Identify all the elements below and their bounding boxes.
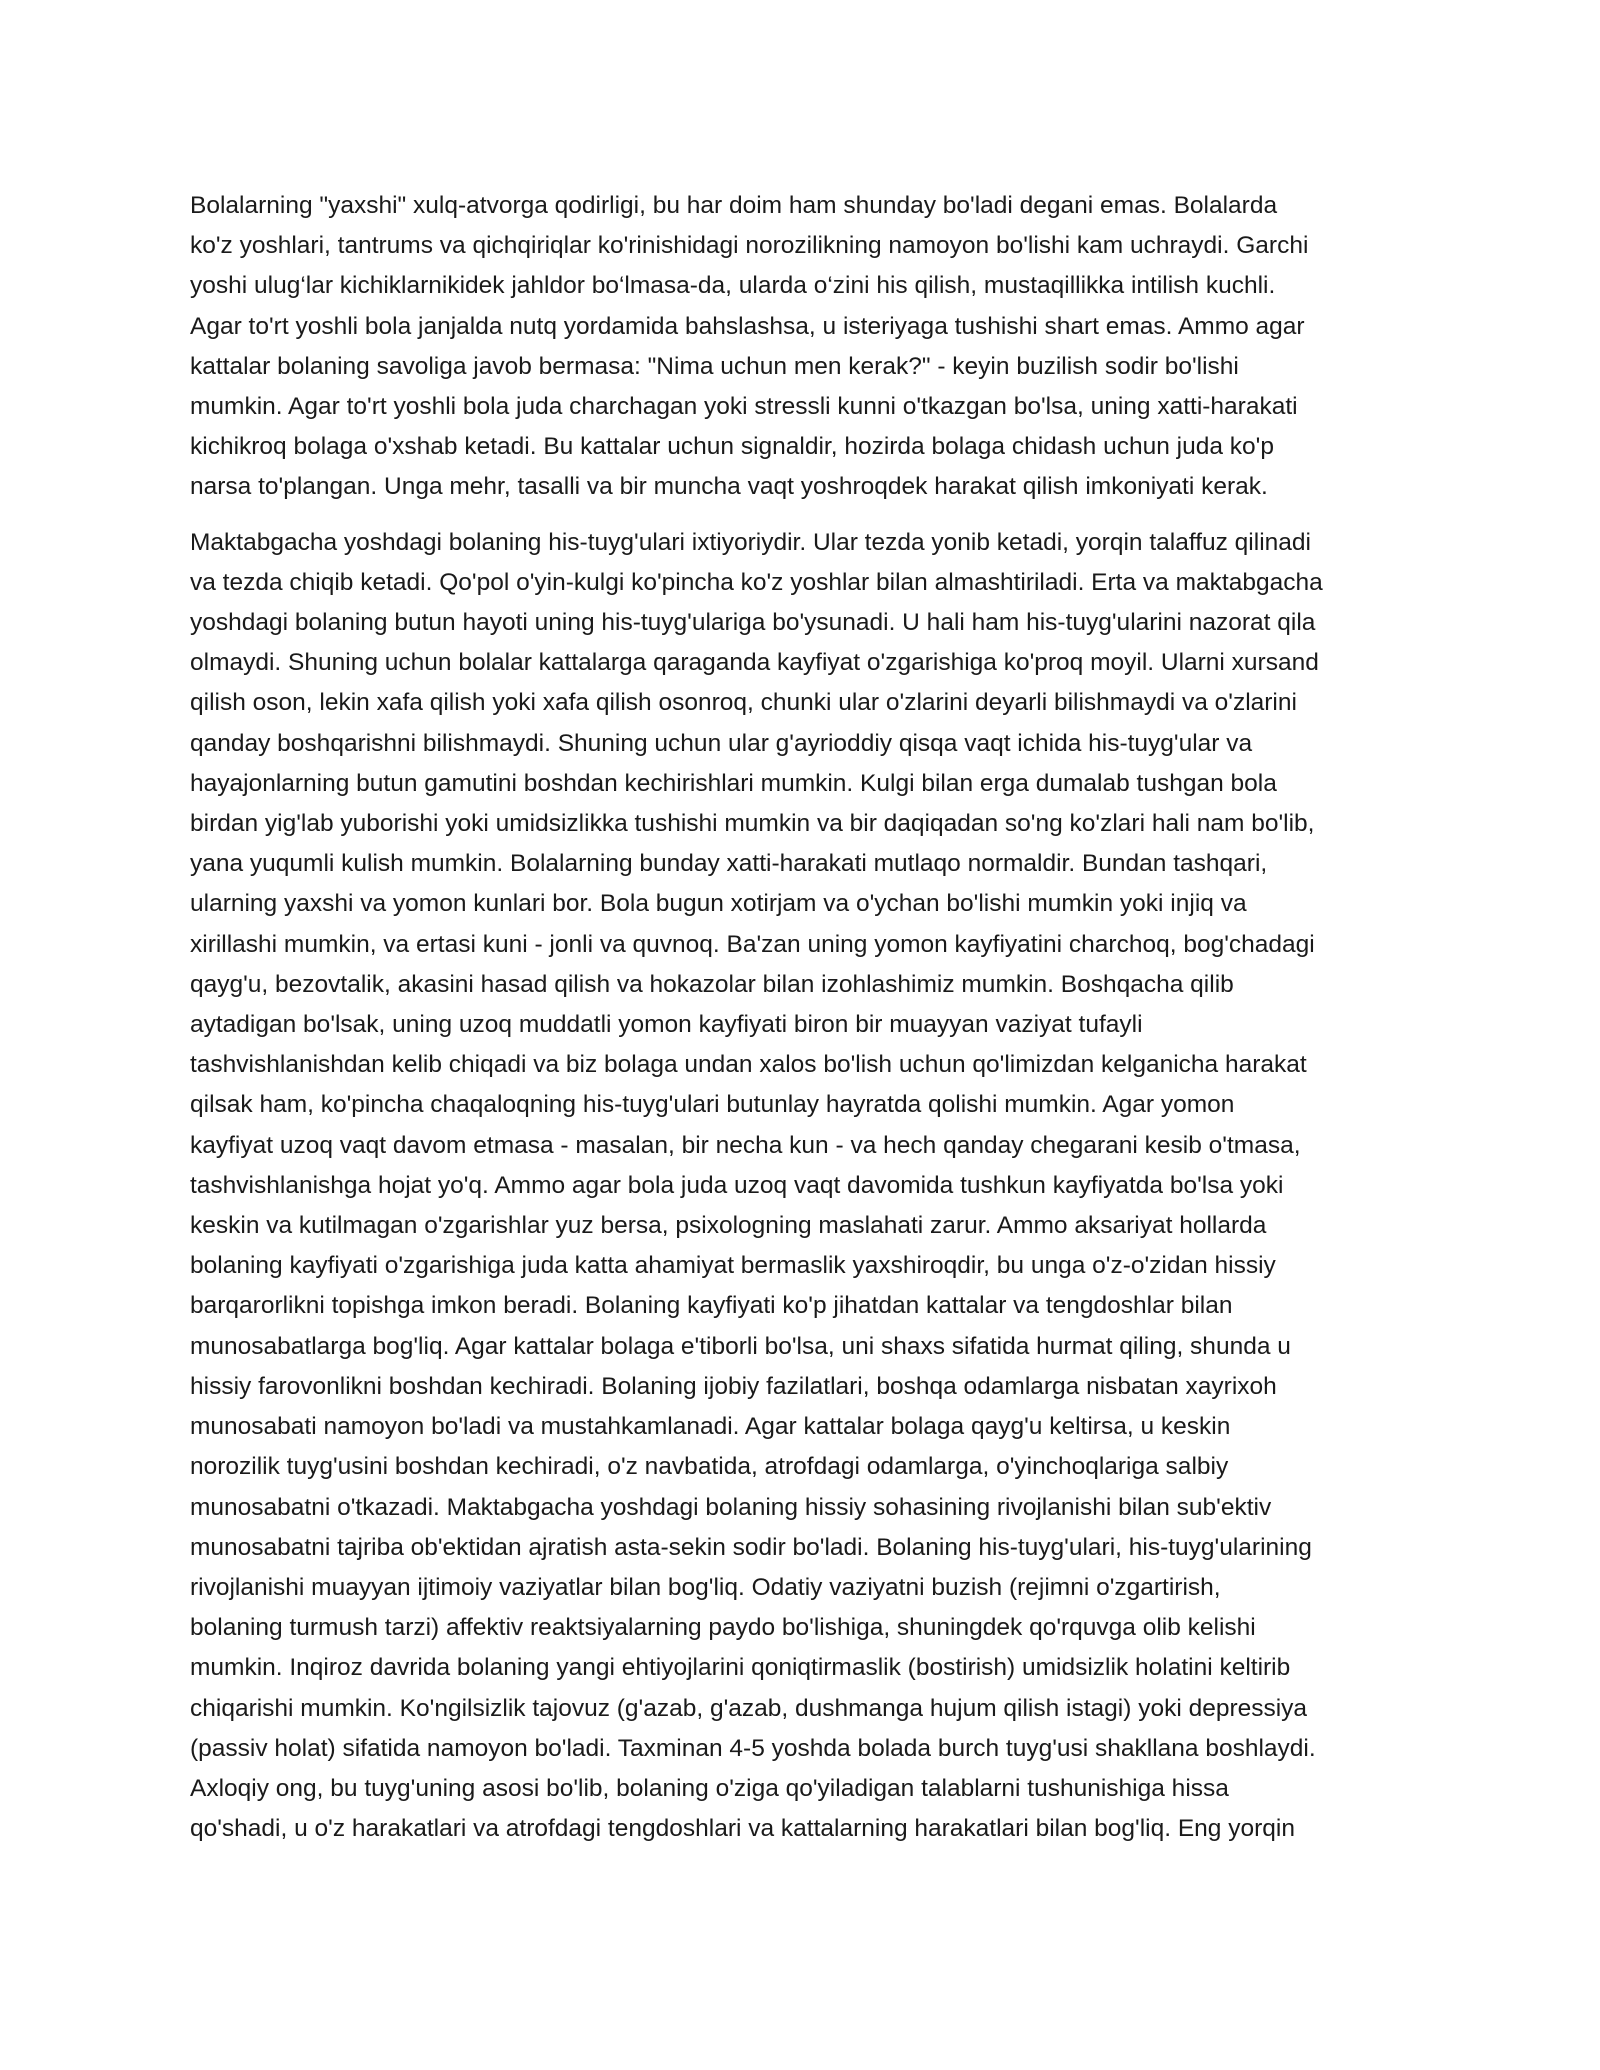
text-line: qilish oson, lekin xafa qilish yoki xafa qilish osonroq, chunki ular o'zlarini deyarli bilishmaydi va o'zlarini bbox=[190, 689, 1297, 717]
text-line: aytadigan bo'lsak, uning uzoq muddatli yomon kayfiyati biron bir muayyan vaziyat tufayli bbox=[190, 1011, 1143, 1039]
text-line: (passiv holat) sifatida namoyon bo'ladi. Taxminan 4-5 yoshda bolada burch tuyg'usi shakllana boshlaydi. bbox=[190, 1734, 1316, 1762]
text-line: munosabatni tajriba ob'ektidan ajratish asta-sekin sodir bo'ladi. Bolaning his-tuyg'ulari, his-tuyg'ularining bbox=[190, 1533, 1312, 1561]
text-line: chiqarishi mumkin. Ko'ngilsizlik tajovuz (g'azab, g'azab, dushmanga hujum qilish istagi) yoki depressiya bbox=[190, 1694, 1308, 1722]
text-line: munosabatni o'tkazadi. Maktabgacha yoshdagi bolaning hissiy sohasining rivojlanishi bilan sub'ektiv bbox=[190, 1493, 1272, 1521]
text-line: munosabatlarga bog'liq. Agar kattalar bolaga e'tiborli bo'lsa, uni shaxs sifatida hurmat qiling, shunda u bbox=[190, 1332, 1291, 1360]
text-line: kichikroq bolaga o'xshab ketadi. Bu kattalar uchun signaldir, hozirda bolaga chidash uchun juda ko'p bbox=[190, 433, 1274, 461]
text-line: xirillashi mumkin, va ertasi kuni - jonli va quvnoq. Ba'zan uning yomon kayfiyatini charchoq, bog'chadagi bbox=[190, 930, 1315, 958]
text-line: Axloqiy ong, bu tuyg'uning asosi bo'lib, bolaning o'ziga qo'yiladigan talablarni tushunishiga hissa bbox=[190, 1774, 1229, 1802]
text-line: narsa to'plangan. Unga mehr, tasalli va bir muncha vaqt yoshroqdek harakat qilish imkoniyati kerak. bbox=[190, 473, 1268, 501]
text-line: birdan yig'lab yuborishi yoki umidsizlikka tushishi mumkin va bir daqiqadan so'ng ko'zlari hali nam bo'lib, bbox=[190, 810, 1315, 838]
text-line: bolaning kayfiyati o'zgarishiga juda katta ahamiyat bermaslik yaxshiroqdir, bu unga o'z-o'zidan hissiy bbox=[190, 1252, 1276, 1280]
text-line: rivojlanishi muayyan ijtimoiy vaziyatlar bilan bog'liq. Odatiy vaziyatni buzish (rejimni o'zgartirish, bbox=[190, 1573, 1221, 1601]
text-line: tashvishlanishdan kelib chiqadi va biz bolaga undan xalos bo'lish uchun qo'limizdan kelganicha harakat bbox=[190, 1051, 1307, 1079]
text-line: hissiy farovonlikni boshdan kechiradi. Bolaning ijobiy fazilatlari, boshqa odamlarga nisbatan xayrixoh bbox=[190, 1372, 1277, 1400]
text-line: qilsak ham, ko'pincha chaqaloqning his-tuyg'ulari butunlay hayratda qolishi mumkin. Agar yomon bbox=[190, 1091, 1235, 1119]
text-line: va tezda chiqib ketadi. Qo'pol o'yin-kulgi ko'pincha ko'z yoshlar bilan almashtiriladi. Erta va maktabgacha bbox=[190, 568, 1323, 596]
text-line: mumkin. Agar to'rt yoshli bola juda charchagan yoki stressli kunni o'tkazgan bo'lsa, uning xatti-harakati bbox=[190, 393, 1298, 421]
text-line: ko'z yoshlari, tantrums va qichqiriqlar ko'rinishidagi norozilikning namoyon bo'lishi kam uchraydi. Garchi bbox=[190, 232, 1309, 260]
text-line: bolaning turmush tarzi) affektiv reaktsiyalarning paydo bo'lishiga, shuningdek qo'rquvga olib kelishi bbox=[190, 1614, 1256, 1642]
paragraph-1 bbox=[190, 186, 1420, 508]
document-body bbox=[190, 186, 1420, 1864]
paragraph-2 bbox=[190, 523, 1420, 1850]
text-line: munosabati namoyon bo'ladi va mustahkamlanadi. Agar kattalar bolaga qayg'u keltirsa, u keskin bbox=[190, 1413, 1231, 1441]
text-line: hayajonlarning butun gamutini boshdan kechirishlari mumkin. Kulgi bilan erga dumalab tushgan bola bbox=[190, 769, 1277, 797]
text-line: qo'shadi, u o'z harakatlari va atrofdagi tengdoshlari va kattalarning harakatlari bilan bog'liq. Eng yorqin bbox=[190, 1815, 1295, 1843]
text-line: Maktabgacha yoshdagi bolaning his-tuyg'ulari ixtiyoriydir. Ular tezda yonib ketadi, yorqin talaffuz qilinadi bbox=[190, 528, 1311, 556]
text-line: mumkin. Inqiroz davrida bolaning yangi ehtiyojlarini qoniqtirmaslik (bostirish) umidsizlik holatini keltirib bbox=[190, 1654, 1291, 1682]
text-line: Agar to'rt yoshli bola janjalda nutq yordamida bahslashsa, u isteriyaga tushishi shart emas. Ammo agar bbox=[190, 312, 1305, 340]
text-line: yoshdagi bolaning butun hayoti uning his-tuyg'ulariga bo'ysunadi. U hali ham his-tuyg'ularini nazorat qila bbox=[190, 609, 1316, 637]
text-line: qayg'u, bezovtalik, akasini hasad qilish va hokazolar bilan izohlashimiz mumkin. Boshqacha qilib bbox=[190, 970, 1234, 998]
text-line: ularning yaxshi va yomon kunlari bor. Bola bugun xotirjam va o'ychan bo'lishi mumkin yoki injiq va bbox=[190, 890, 1247, 918]
text-line: kayfiyat uzoq vaqt davom etmasa - masalan, bir necha kun - va hech qanday chegarani kesib o'tmasa, bbox=[190, 1131, 1301, 1159]
text-line: qanday boshqarishni bilishmaydi. Shuning uchun ular g'ayrioddiy qisqa vaqt ichida his-tuyg'ular va bbox=[190, 729, 1253, 757]
text-line: barqarorlikni topishga imkon beradi. Bolaning kayfiyati ko'p jihatdan kattalar va tengdoshlar bilan bbox=[190, 1292, 1233, 1320]
text-line: keskin va kutilmagan o'zgarishlar yuz bersa, psixologning maslahati zarur. Ammo aksariyat hollarda bbox=[190, 1212, 1267, 1240]
text-line: yoshi ulug‘lar kichiklarnikidek jahldor bo‘lmasa-da, ularda o‘zini his qilish, mustaqillikka intilish kuchli. bbox=[190, 272, 1276, 300]
text-line: kattalar bolaning savoliga javob bermasa: "Nima uchun men kerak?" - keyin buzilish sodir bo'lishi bbox=[190, 352, 1239, 380]
text-line: Bolalarning "yaxshi" xulq-atvorga qodirligi, bu har doim ham shunday bo'ladi degani emas. Bolalarda bbox=[190, 192, 1278, 219]
text-line: norozilik tuyg'usini boshdan kechiradi, o'z navbatida, atrofdagi odamlarga, o'yinchoqlariga salbiy bbox=[190, 1453, 1229, 1481]
text-line: olmaydi. Shuning uchun bolalar kattalarga qaraganda kayfiyat o'zgarishiga ko'proq moyil. Ularni xursand bbox=[190, 649, 1319, 677]
text-line: tashvishlanishga hojat yo'q. Ammo agar bola juda uzoq vaqt davomida tushkun kayfiyatda bo'lsa yoki bbox=[190, 1171, 1284, 1199]
text-line: yana yuqumli kulish mumkin. Bolalarning bunday xatti-harakati mutlaqo normaldir. Bundan tashqari, bbox=[190, 850, 1268, 878]
